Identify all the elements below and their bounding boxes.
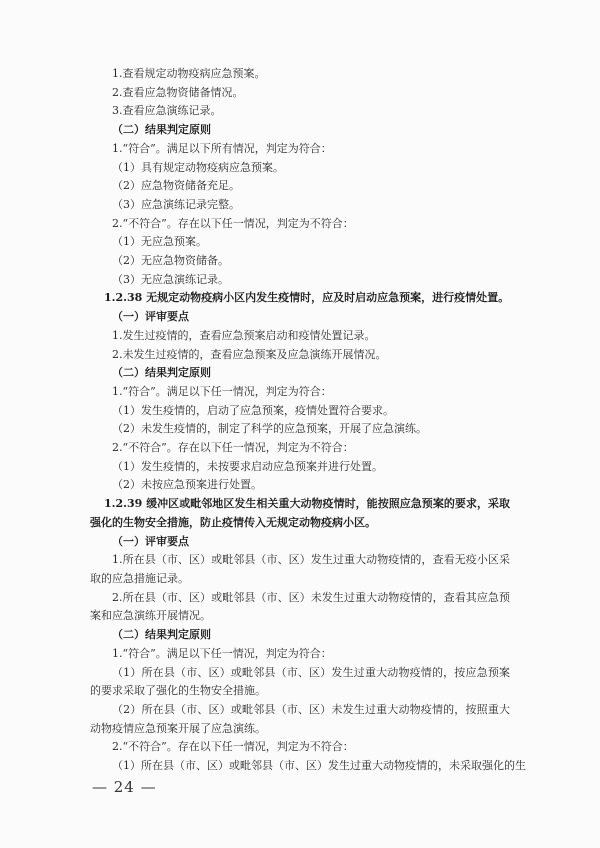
- text-line: 1.“符合”。满足以下任一情况，判定为符合：: [112, 384, 332, 398]
- section-block-2: [90, 533, 510, 552]
- text-line: 1.“符合”。满足以下任一情况，判定为符合：: [112, 646, 332, 660]
- paragraph: （1）所在县（市、区）或毗邻县（市、区）发生过重大动物疫情的，按应急预案的要求采取了强化的生物安全措施。: [90, 665, 510, 698]
- text-line: （2）未按应急预案进行处置。: [112, 478, 262, 492]
- text-line: （1）发生疫情的，未按要求启动应急预案并进行处置。: [112, 459, 383, 473]
- text-line: （一）评审要点: [112, 310, 189, 324]
- text-line: 3.查看应急演练记录。: [112, 104, 222, 118]
- section-block-4: [90, 738, 526, 775]
- text-line: （2）未发生疫情的，制定了科学的应急预案，开展了应急演练。: [112, 422, 427, 436]
- text-line: （二）结果判定原则: [112, 123, 211, 137]
- document-body: [90, 65, 526, 776]
- text-line: 2.未发生过疫情的，查看应急预案及应急演练开展情况。: [112, 347, 387, 361]
- text-line: （1）发生疫情的，启动了应急预案，疫情处置符合要求。: [112, 403, 394, 417]
- section-heading-1-2-39: 1.2.39 缓冲区或毗邻地区发生相关重大动物疫情时，能按照应急预案的要求，采取强化的生物安全措施，防止疫情传入无规定动物疫病小区。: [90, 497, 510, 529]
- paragraph: （2）所在县（市、区）或毗邻县（市、区）未发生过重大动物疫情的，按照重大动物疫情应急预案开展了应急演练。: [90, 702, 510, 735]
- text-line: （一）评审要点: [112, 534, 189, 548]
- text-line: 2.“不符合”。存在以下任一情况，判定为不符合：: [112, 216, 354, 230]
- text-line: 1.“符合”。满足以下所有情况，判定为符合：: [112, 141, 332, 155]
- text-line: （3）无应急演练记录。: [112, 272, 229, 286]
- text-line: （二）结果判定原则: [112, 628, 211, 642]
- text-line: 2.“不符合”。存在以下任一情况，判定为不符合：: [112, 441, 354, 455]
- text-line: 2.“不符合”。存在以下任一情况，判定为不符合：: [112, 740, 354, 754]
- text-line: 1.查看规定动物疫病应急预案。: [112, 67, 266, 80]
- section-block-1: [90, 65, 510, 495]
- text-line: （1）无应急预案。: [112, 235, 207, 249]
- text-line: （1）具有规定动物疫病应急预案。: [112, 160, 284, 174]
- text-line: （1）所在县（市、区）或毗邻县（市、区）发生过重大动物疫情的，未采取强化的生: [112, 759, 526, 773]
- text-line: （2）应急物资储备充足。: [112, 179, 240, 193]
- paragraph: 2.所在县（市、区）或毗邻县（市、区）未发生过重大动物疫情的，查看其应急预案和应急演练开展情况。: [90, 590, 510, 623]
- text-line: （2）无应急物资储备。: [112, 254, 229, 268]
- page-number: — 24 —: [92, 778, 157, 796]
- paragraph-group-1: [90, 551, 510, 626]
- paragraph-group-2: [90, 664, 510, 739]
- text-line: 1.2.38 无规定动物疫病小区内发生疫情时，应及时启动应急预案，进行疫情处置。: [104, 291, 510, 305]
- text-line: （二）结果判定原则: [112, 366, 211, 380]
- section-block-3: [90, 626, 510, 663]
- text-line: （3）应急演练记录完整。: [112, 197, 240, 211]
- text-line: 2.查看应急物资储备情况。: [112, 85, 244, 99]
- text-line: 1.发生过疫情的，查看应急预案启动和疫情处置记录。: [112, 328, 376, 342]
- paragraph: 1.所在县（市、区）或毗邻县（市、区）发生过重大动物疫情的，查看无疫小区采取的应急措施记录。: [90, 553, 510, 585]
